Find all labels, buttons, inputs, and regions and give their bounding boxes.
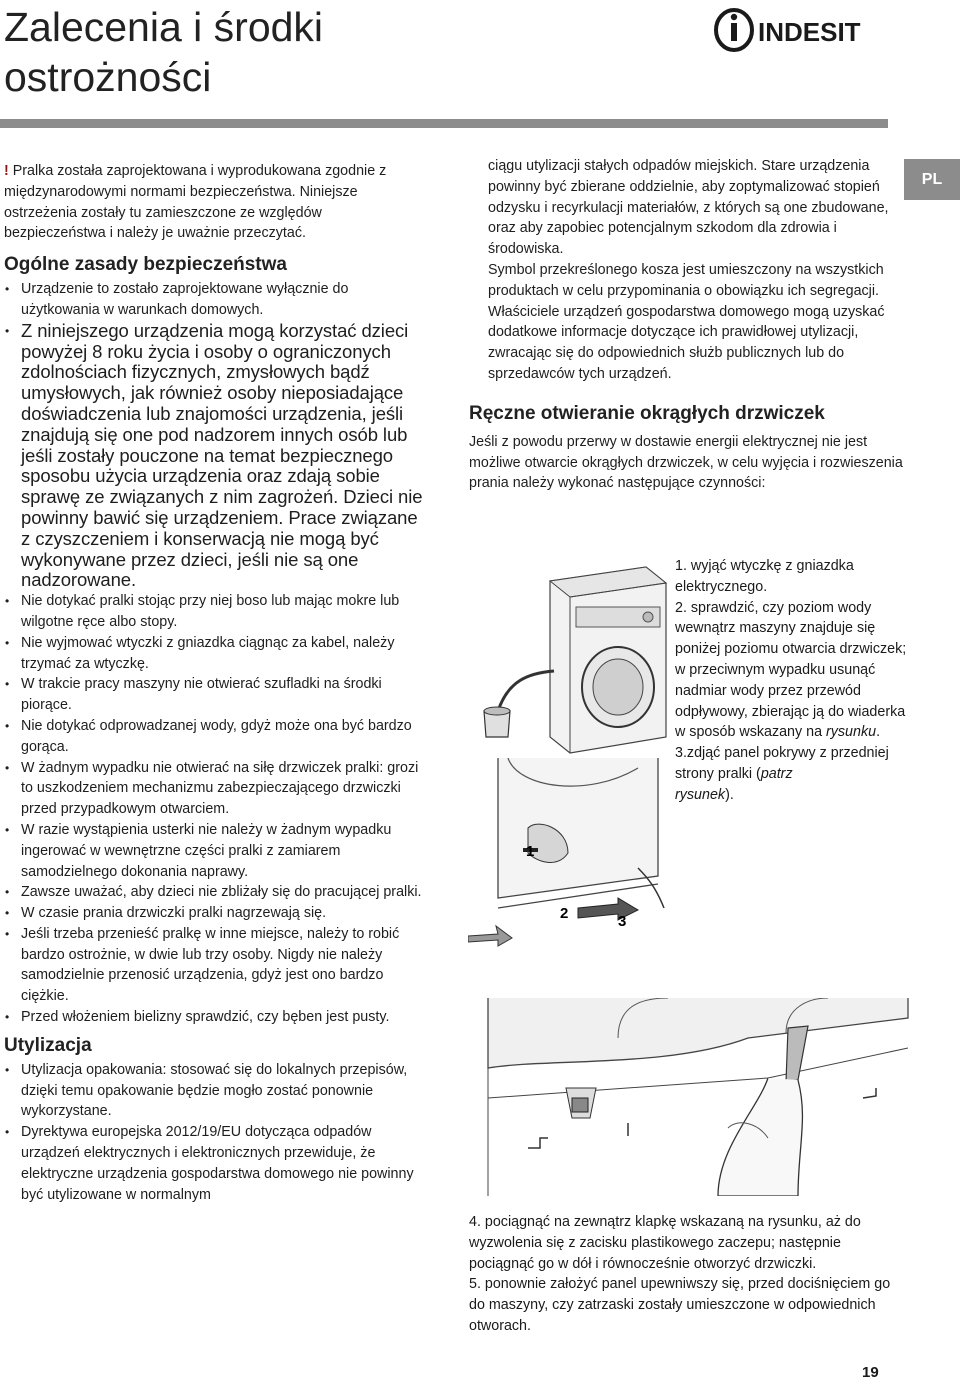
page-title: [4, 2, 323, 102]
disposal-paragraph-1: ciągu utylizacji stałych odpadów miejskich. Stare urządzenia powinny być zbierane oddzielnie, aby zoptymalizować stopień odzysku i recyrkulacji materiałów, z których są one zbudowane, oraz aby zapobiec potencjalnym szkodom dla zdrowia i środowiska.: [488, 158, 889, 258]
disposal-paragraph-3: Właściciele urządzeń gospodarstwa domowego mogą uzyskać dodatkowe informacje dotyczące ich prawidłowej utylizacji, zwracając się do odpowiednich służb publicznych lub do sprzedawców tych urządzeń.: [488, 303, 885, 382]
safety-heading: Ogólne zasady bezpieczeństwa: [4, 254, 287, 276]
list-item: • Jeśli trzeba przenieść pralkę w inne miejsce, należy to robić bardzo ostrożnie, w dwie lub trzy osoby. Nigdy nie należy samodzielnie przenosić urządzenia, gdyż jest ono bardzo ciężkie.: [4, 924, 424, 1007]
list-item: • Zawsze uważać, aby dzieci nie zbliżały się do pracującej pralki.: [4, 882, 424, 903]
list-item: • Dyrektywa europejska 2012/19/EU dotycząca odpadów urządzeń elektrycznych i elektronicznych przewiduje, że elektryczne urządzenia gospodarstwa domowego nie powinny być utylizowane w normalnym: [4, 1122, 424, 1205]
list-item: • Nie wyjmować wtyczki z gniazdka ciągnąc za kabel, należy trzymać za wtyczkę.: [4, 633, 424, 675]
language-tab: PL: [904, 159, 960, 200]
list-item: • Urządzenie to zostało zaprojektowane wyłącznie do użytkowania w warunkach domowych.: [4, 279, 424, 321]
list-item: • W trakcie pracy maszyny nie otwierać szufladki na środki piorące.: [4, 674, 424, 716]
figure-step-label: 2: [560, 905, 569, 922]
door-opening-intro: Jeśli z powodu przerwy w dostawie energii elektrycznej nie jest możliwe otwarcie okrągłych drzwiczek, w celu wyjęcia i rozwieszenia prania należy wykonać następujące czynności:: [469, 433, 903, 492]
title-line-2: ostrożności: [4, 54, 212, 100]
utilization-heading: Utylizacja: [4, 1034, 92, 1056]
intro-paragraph: [4, 161, 424, 244]
front-panel-removal-illustration: [468, 758, 668, 953]
step-5: 5. ponownie założyć panel upewniwszy się, przed dociśnięciem go do maszyny, czy zatrzaski zostały umieszczone w odpowiednich otworach.: [469, 1276, 891, 1334]
list-item: • Nie dotykać odprowadzanej wody, gdyż może ona być bardzo gorąca.: [4, 716, 424, 758]
indesit-logo: [712, 6, 892, 54]
title-line-1: Zalecenia i środki: [4, 4, 324, 50]
list-item: • Utylizacja opakowania: stosować się do lokalnych przepisów, dzięki temu opakowanie będzie mogło zostać ponownie wykorzystane.: [4, 1060, 424, 1122]
list-item: • W żadnym wypadku nie otwierać na siłę drzwiczek pralki: grozi to uszkodzeniem mechanizmu zabezpieczającego drzwiczki przed przypadkowym otwarciem.: [4, 758, 424, 820]
list-item: • W razie wystąpienia usterki nie należy w żadnym wypadku ingerować w wewnętrzne części pralki z zamiarem samodzielnego dokonania naprawy.: [4, 820, 424, 882]
door-opening-heading: Ręczne otwieranie okrągłych drzwiczek: [469, 402, 825, 424]
list-item: • Przed włożeniem bielizny sprawdzić, czy bęben jest pusty.: [4, 1007, 424, 1028]
bottom-steps: [469, 1212, 899, 1337]
left-column: [4, 161, 424, 1205]
step-1: 1. wyjąć wtyczkę z gniazdka elektrycznego.: [675, 558, 854, 595]
safety-list: [4, 279, 424, 1028]
step-3: 3.zdjąć panel pokrywy z przedniej strony pralki (patrz rysunek).: [675, 745, 889, 803]
figure-step-label: 1: [526, 843, 535, 860]
list-item: • W czasie prania drzwiczki pralki nagrzewają się.: [4, 903, 424, 924]
list-item: • Nie dotykać pralki stojąc przy niej boso lub mając mokre lub wilgotne ręce albo stopy.: [4, 591, 424, 633]
washing-machine-drain-illustration: [468, 561, 668, 759]
door-release-tab-illustration: [468, 998, 932, 1196]
step-4: 4. pociągnąć na zewnątrz klapkę wskazaną na rysunku, aż do wyzwolenia się z zacisku plastikowego zaczepu; następnie pociągnąć go w dół i równocześnie otworzyć drzwiczki.: [469, 1214, 861, 1272]
utilization-list: [4, 1060, 424, 1206]
list-item: • Z niniejszego urządzenia mogą korzystać dzieci powyżej 8 roku życia i osoby o ograniczonych zdolnościach fizycznych, zmysłowych bądź umysłowych, jak również osoby nieposiadające doświadczenia lub znajomości urządzenia, jeśli znajdują się one pod nadzorem innych osób lub jeśli zostały pouczone na temat bezpiecznego sposobu użycia urządzenia oraz zdają sobie sprawę ze związanych z nim zagrożeń. Dzieci nie powinny bawić się urządzeniem. Prace związane z czyszczeniem i konserwacją nie mogą być wykonywane przez dzieci, jeśli nie są one nadzorowane.: [4, 321, 424, 591]
warning-mark: !: [4, 163, 9, 179]
right-column: [469, 156, 909, 494]
step-2: 2. sprawdzić, czy poziom wody wewnątrz maszyny znajduje się poniżej poziomu otwarcia drzwiczek; w przeciwnym wypadku usunąć nadmiar wody przez przewód odpływowy, zbierając ją do wiaderka w sposób wskazany na rysunku.: [675, 599, 907, 741]
header-rule: [0, 119, 888, 128]
brand-name: INDESIT: [758, 17, 861, 47]
page-number: 19: [862, 1364, 879, 1381]
steps-text: [675, 556, 915, 806]
disposal-paragraph-2: Symbol przekreślonego kosza jest umieszczony na wszystkich produktach w celu przypominania o obowiązku ich segregacji.: [488, 261, 884, 299]
figure-step-label: 3: [618, 913, 627, 930]
intro-text: Pralka została zaprojektowana i wyprodukowana zgodnie z międzynarodowymi normami bezpieczeństwa. Niniejsze ostrzeżenia zostały tu zamieszczone ze względów bezpieczeństwa i należy je uważnie przeczytać.: [4, 163, 387, 242]
